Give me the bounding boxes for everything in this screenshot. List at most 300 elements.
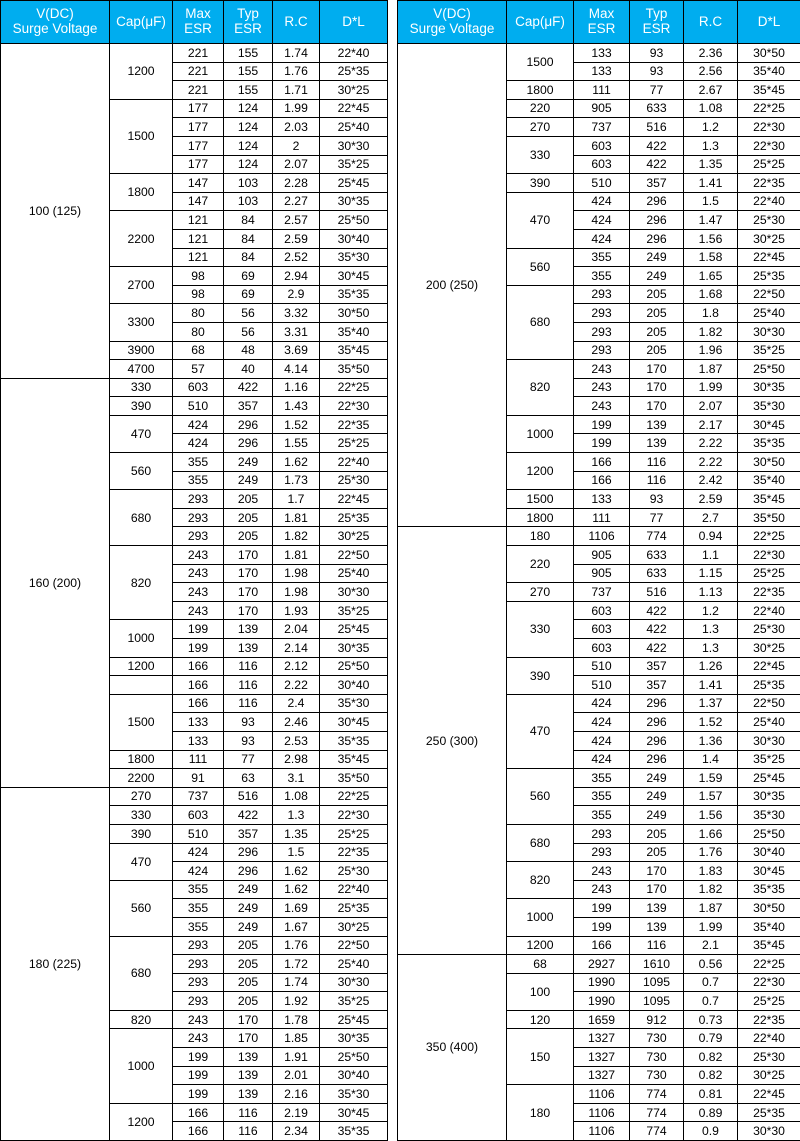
typ-esr-cell: 116 bbox=[630, 936, 684, 955]
header-max-esr: Max ESR bbox=[173, 1, 224, 44]
rc-cell: 1.76 bbox=[684, 843, 738, 862]
dl-cell: 25*40 bbox=[738, 713, 800, 732]
rc-cell: 1.3 bbox=[273, 806, 320, 825]
typ-esr-cell: 124 bbox=[224, 99, 273, 118]
capacitance-cell: 1500 bbox=[507, 44, 574, 81]
rc-cell: 1.43 bbox=[273, 397, 320, 416]
dl-cell: 30*50 bbox=[738, 453, 800, 472]
max-esr-cell: 243 bbox=[574, 862, 630, 881]
typ-esr-cell: 422 bbox=[224, 378, 273, 397]
capacitance-cell: 2200 bbox=[110, 769, 173, 788]
dl-cell: 30*45 bbox=[320, 267, 388, 286]
max-esr-cell: 737 bbox=[574, 118, 630, 137]
max-esr-cell: 243 bbox=[173, 601, 224, 620]
capacitance-cell: 330 bbox=[110, 378, 173, 397]
typ-esr-cell: 296 bbox=[630, 192, 684, 211]
rc-cell: 1.08 bbox=[273, 787, 320, 806]
typ-esr-cell: 249 bbox=[630, 267, 684, 286]
rc-cell: 2.17 bbox=[684, 415, 738, 434]
rc-cell: 1.87 bbox=[684, 360, 738, 379]
dl-cell: 25*30 bbox=[320, 471, 388, 490]
dl-cell: 30*35 bbox=[320, 639, 388, 658]
dl-cell: 22*45 bbox=[738, 657, 800, 676]
dl-cell: 35*25 bbox=[738, 341, 800, 360]
max-esr-cell: 243 bbox=[574, 880, 630, 899]
max-esr-cell: 603 bbox=[173, 378, 224, 397]
typ-esr-cell: 296 bbox=[224, 843, 273, 862]
typ-esr-cell: 170 bbox=[224, 564, 273, 583]
typ-esr-cell: 69 bbox=[224, 267, 273, 286]
typ-esr-cell: 249 bbox=[630, 769, 684, 788]
max-esr-cell: 111 bbox=[173, 750, 224, 769]
max-esr-cell: 603 bbox=[173, 806, 224, 825]
typ-esr-cell: 170 bbox=[630, 862, 684, 881]
rc-cell: 1.16 bbox=[273, 378, 320, 397]
dl-cell: 25*25 bbox=[738, 992, 800, 1011]
dl-cell: 30*25 bbox=[738, 1066, 800, 1085]
typ-esr-cell: 730 bbox=[630, 1048, 684, 1067]
max-esr-cell: 424 bbox=[173, 843, 224, 862]
max-esr-cell: 177 bbox=[173, 99, 224, 118]
max-esr-cell: 424 bbox=[173, 415, 224, 434]
max-esr-cell: 293 bbox=[574, 824, 630, 843]
rc-cell: 2.07 bbox=[684, 397, 738, 416]
header-typ-esr: Typ ESR bbox=[630, 1, 684, 44]
dl-cell: 22*25 bbox=[320, 787, 388, 806]
max-esr-cell: 177 bbox=[173, 136, 224, 155]
typ-esr-cell: 296 bbox=[630, 694, 684, 713]
typ-esr-cell: 205 bbox=[224, 992, 273, 1011]
max-esr-cell: 98 bbox=[173, 267, 224, 286]
max-esr-cell: 905 bbox=[574, 564, 630, 583]
rc-cell: 2.28 bbox=[273, 174, 320, 193]
max-esr-cell: 243 bbox=[173, 1010, 224, 1029]
typ-esr-cell: 422 bbox=[630, 601, 684, 620]
capacitance-cell: 470 bbox=[507, 192, 574, 248]
dl-cell: 35*30 bbox=[320, 1085, 388, 1104]
voltage-cell: 250 (300) bbox=[398, 527, 507, 955]
rc-cell: 1.82 bbox=[684, 322, 738, 341]
dl-cell: 22*40 bbox=[320, 453, 388, 472]
typ-esr-cell: 422 bbox=[224, 806, 273, 825]
typ-esr-cell: 170 bbox=[224, 1010, 273, 1029]
max-esr-cell: 68 bbox=[173, 341, 224, 360]
max-esr-cell: 221 bbox=[173, 62, 224, 81]
dl-cell: 35*25 bbox=[320, 601, 388, 620]
capacitance-cell: 3300 bbox=[110, 304, 173, 341]
capacitance-cell: 1200 bbox=[507, 453, 574, 490]
typ-esr-cell: 249 bbox=[224, 917, 273, 936]
rc-cell: 4.14 bbox=[273, 360, 320, 379]
dl-cell: 25*30 bbox=[738, 620, 800, 639]
typ-esr-cell: 205 bbox=[224, 508, 273, 527]
max-esr-cell: 177 bbox=[173, 155, 224, 174]
rc-cell: 0.56 bbox=[684, 955, 738, 974]
typ-esr-cell: 205 bbox=[630, 322, 684, 341]
rc-cell: 1.65 bbox=[684, 267, 738, 286]
typ-esr-cell: 249 bbox=[630, 806, 684, 825]
dl-cell: 25*40 bbox=[320, 955, 388, 974]
capacitance-cell: 220 bbox=[507, 99, 574, 118]
rc-cell: 1.87 bbox=[684, 899, 738, 918]
dl-cell: 22*40 bbox=[738, 601, 800, 620]
dl-cell: 30*30 bbox=[320, 583, 388, 602]
dl-cell: 25*25 bbox=[320, 824, 388, 843]
dl-cell: 30*50 bbox=[320, 304, 388, 323]
rc-cell: 1.69 bbox=[273, 899, 320, 918]
dl-cell: 25*45 bbox=[320, 174, 388, 193]
capacitance-cell: 560 bbox=[507, 248, 574, 285]
max-esr-cell: 293 bbox=[173, 490, 224, 509]
typ-esr-cell: 155 bbox=[224, 81, 273, 100]
max-esr-cell: 91 bbox=[173, 769, 224, 788]
dl-cell: 30*45 bbox=[320, 713, 388, 732]
rc-cell: 1.81 bbox=[273, 508, 320, 527]
rc-cell: 1.68 bbox=[684, 285, 738, 304]
typ-esr-cell: 205 bbox=[630, 304, 684, 323]
max-esr-cell: 1327 bbox=[574, 1029, 630, 1048]
typ-esr-cell: 357 bbox=[630, 174, 684, 193]
dl-cell: 25*40 bbox=[320, 564, 388, 583]
rc-cell: 2.03 bbox=[273, 118, 320, 137]
dl-cell: 22*40 bbox=[320, 44, 388, 63]
max-esr-cell: 166 bbox=[574, 936, 630, 955]
header-capacitance: Cap(μF) bbox=[507, 1, 574, 44]
typ-esr-cell: 116 bbox=[224, 676, 273, 695]
dl-cell: 25*35 bbox=[320, 899, 388, 918]
rc-cell: 1.41 bbox=[684, 174, 738, 193]
rc-cell: 1.47 bbox=[684, 211, 738, 230]
max-esr-cell: 905 bbox=[574, 99, 630, 118]
max-esr-cell: 133 bbox=[574, 490, 630, 509]
dl-cell: 35*35 bbox=[320, 1122, 388, 1141]
capacitance-cell: 220 bbox=[507, 546, 574, 583]
dl-cell: 35*30 bbox=[738, 397, 800, 416]
typ-esr-cell: 170 bbox=[630, 360, 684, 379]
typ-esr-cell: 730 bbox=[630, 1029, 684, 1048]
dl-cell: 22*50 bbox=[320, 546, 388, 565]
rc-cell: 1.74 bbox=[273, 973, 320, 992]
dl-cell: 30*45 bbox=[320, 1103, 388, 1122]
max-esr-cell: 243 bbox=[173, 583, 224, 602]
typ-esr-cell: 205 bbox=[630, 843, 684, 862]
typ-esr-cell: 357 bbox=[630, 657, 684, 676]
max-esr-cell: 424 bbox=[574, 192, 630, 211]
rc-cell: 2.53 bbox=[273, 731, 320, 750]
typ-esr-cell: 170 bbox=[224, 583, 273, 602]
typ-esr-cell: 422 bbox=[630, 639, 684, 658]
max-esr-cell: 355 bbox=[173, 880, 224, 899]
max-esr-cell: 1106 bbox=[574, 1122, 630, 1141]
max-esr-cell: 221 bbox=[173, 44, 224, 63]
capacitance-cell: 68 bbox=[507, 955, 574, 974]
typ-esr-cell: 516 bbox=[224, 787, 273, 806]
typ-esr-cell: 205 bbox=[630, 341, 684, 360]
max-esr-cell: 293 bbox=[574, 843, 630, 862]
rc-cell: 0.7 bbox=[684, 973, 738, 992]
dl-cell: 30*25 bbox=[320, 81, 388, 100]
header-voltage: V(DC) Surge Voltage bbox=[1, 1, 110, 44]
dl-cell: 22*45 bbox=[738, 248, 800, 267]
rc-cell: 2.14 bbox=[273, 639, 320, 658]
dl-cell: 25*50 bbox=[320, 1048, 388, 1067]
capacitance-cell: 1500 bbox=[110, 694, 173, 750]
header-rc: R.C bbox=[273, 1, 320, 44]
typ-esr-cell: 155 bbox=[224, 62, 273, 81]
dl-cell: 30*40 bbox=[738, 843, 800, 862]
rc-cell: 1.99 bbox=[273, 99, 320, 118]
max-esr-cell: 133 bbox=[574, 62, 630, 81]
max-esr-cell: 111 bbox=[574, 508, 630, 527]
rc-cell: 1.98 bbox=[273, 583, 320, 602]
typ-esr-cell: 1610 bbox=[630, 955, 684, 974]
max-esr-cell: 121 bbox=[173, 229, 224, 248]
voltage-cell: 180 (225) bbox=[1, 787, 110, 1140]
rc-cell: 2.98 bbox=[273, 750, 320, 769]
typ-esr-cell: 93 bbox=[630, 490, 684, 509]
capacitance-cell: 680 bbox=[110, 490, 173, 546]
rc-cell: 1.57 bbox=[684, 787, 738, 806]
dl-cell: 22*35 bbox=[738, 583, 800, 602]
dl-cell: 25*35 bbox=[738, 1103, 800, 1122]
dl-cell: 35*25 bbox=[320, 992, 388, 1011]
dl-cell: 25*35 bbox=[320, 508, 388, 527]
rc-cell: 1.4 bbox=[684, 750, 738, 769]
rc-cell: 1.85 bbox=[273, 1029, 320, 1048]
max-esr-cell: 355 bbox=[173, 899, 224, 918]
max-esr-cell: 355 bbox=[574, 806, 630, 825]
max-esr-cell: 147 bbox=[173, 174, 224, 193]
rc-cell: 2 bbox=[273, 136, 320, 155]
rc-cell: 1.76 bbox=[273, 62, 320, 81]
max-esr-cell: 80 bbox=[173, 304, 224, 323]
typ-esr-cell: 357 bbox=[630, 676, 684, 695]
typ-esr-cell: 296 bbox=[630, 750, 684, 769]
typ-esr-cell: 93 bbox=[224, 731, 273, 750]
voltage-cell: 350 (400) bbox=[398, 955, 507, 1141]
dl-cell: 35*50 bbox=[320, 360, 388, 379]
dl-cell: 25*50 bbox=[738, 360, 800, 379]
table-row bbox=[398, 44, 800, 63]
max-esr-cell: 166 bbox=[173, 1122, 224, 1141]
capacitance-cell: 2200 bbox=[110, 211, 173, 267]
dl-cell: 35*25 bbox=[738, 750, 800, 769]
dl-cell: 22*30 bbox=[320, 397, 388, 416]
max-esr-cell: 221 bbox=[173, 81, 224, 100]
rc-cell: 2.07 bbox=[273, 155, 320, 174]
typ-esr-cell: 116 bbox=[224, 1122, 273, 1141]
typ-esr-cell: 116 bbox=[224, 694, 273, 713]
max-esr-cell: 1106 bbox=[574, 1085, 630, 1104]
capacitance-cell: 180 bbox=[507, 527, 574, 546]
capacitance-cell: 390 bbox=[110, 397, 173, 416]
dl-cell: 30*35 bbox=[738, 787, 800, 806]
capacitance-cell: 100 bbox=[507, 973, 574, 1010]
dl-cell: 22*30 bbox=[738, 136, 800, 155]
table-row bbox=[398, 527, 800, 546]
rc-cell: 3.1 bbox=[273, 769, 320, 788]
rc-cell: 2.94 bbox=[273, 267, 320, 286]
table-row bbox=[398, 955, 800, 974]
typ-esr-cell: 139 bbox=[630, 899, 684, 918]
rc-cell: 1.3 bbox=[684, 620, 738, 639]
typ-esr-cell: 249 bbox=[630, 248, 684, 267]
typ-esr-cell: 84 bbox=[224, 248, 273, 267]
max-esr-cell: 166 bbox=[574, 471, 630, 490]
typ-esr-cell: 296 bbox=[224, 862, 273, 881]
typ-esr-cell: 93 bbox=[224, 713, 273, 732]
header-rc: R.C bbox=[684, 1, 738, 44]
capacitance-cell: 3900 bbox=[110, 341, 173, 360]
typ-esr-cell: 422 bbox=[630, 155, 684, 174]
max-esr-cell: 199 bbox=[173, 620, 224, 639]
rc-cell: 2.59 bbox=[273, 229, 320, 248]
capacitance-cell: 2700 bbox=[110, 267, 173, 304]
dl-cell: 25*35 bbox=[320, 62, 388, 81]
rc-cell: 2.59 bbox=[684, 490, 738, 509]
rc-cell: 1.96 bbox=[684, 341, 738, 360]
max-esr-cell: 199 bbox=[574, 415, 630, 434]
dl-cell: 22*40 bbox=[738, 192, 800, 211]
typ-esr-cell: 56 bbox=[224, 322, 273, 341]
typ-esr-cell: 205 bbox=[224, 936, 273, 955]
dl-cell: 22*30 bbox=[320, 806, 388, 825]
header-row bbox=[1, 1, 388, 44]
rc-cell: 1.36 bbox=[684, 731, 738, 750]
capacitance-cell: 1500 bbox=[507, 490, 574, 509]
header-dl: D*L bbox=[320, 1, 388, 44]
typ-esr-cell: 422 bbox=[630, 620, 684, 639]
rc-cell: 1.74 bbox=[273, 44, 320, 63]
dl-cell: 30*30 bbox=[320, 973, 388, 992]
typ-esr-cell: 422 bbox=[630, 136, 684, 155]
dl-cell: 22*45 bbox=[738, 1085, 800, 1104]
dl-cell: 30*30 bbox=[738, 1122, 800, 1141]
dl-cell: 35*40 bbox=[738, 62, 800, 81]
capacitance-cell: 470 bbox=[110, 415, 173, 452]
rc-cell: 2.27 bbox=[273, 192, 320, 211]
max-esr-cell: 111 bbox=[574, 81, 630, 100]
rc-cell: 1.52 bbox=[684, 713, 738, 732]
max-esr-cell: 355 bbox=[574, 267, 630, 286]
typ-esr-cell: 296 bbox=[630, 731, 684, 750]
typ-esr-cell: 116 bbox=[630, 471, 684, 490]
typ-esr-cell: 774 bbox=[630, 1122, 684, 1141]
typ-esr-cell: 249 bbox=[224, 899, 273, 918]
dl-cell: 30*25 bbox=[738, 229, 800, 248]
dl-cell: 22*45 bbox=[320, 99, 388, 118]
table-row bbox=[1, 378, 388, 397]
typ-esr-cell: 249 bbox=[224, 453, 273, 472]
rc-cell: 2.19 bbox=[273, 1103, 320, 1122]
rc-cell: 2.36 bbox=[684, 44, 738, 63]
typ-esr-cell: 205 bbox=[630, 824, 684, 843]
dl-cell: 25*45 bbox=[320, 1010, 388, 1029]
rc-cell: 1.83 bbox=[684, 862, 738, 881]
dl-cell: 22*25 bbox=[738, 527, 800, 546]
rc-cell: 2.67 bbox=[684, 81, 738, 100]
rc-cell: 2.46 bbox=[273, 713, 320, 732]
typ-esr-cell: 63 bbox=[224, 769, 273, 788]
max-esr-cell: 510 bbox=[574, 676, 630, 695]
max-esr-cell: 355 bbox=[173, 453, 224, 472]
capacitance-cell: 820 bbox=[507, 862, 574, 899]
max-esr-cell: 355 bbox=[173, 471, 224, 490]
dl-cell: 35*40 bbox=[738, 471, 800, 490]
max-esr-cell: 510 bbox=[173, 397, 224, 416]
max-esr-cell: 603 bbox=[574, 136, 630, 155]
typ-esr-cell: 93 bbox=[630, 44, 684, 63]
rc-cell: 1.72 bbox=[273, 955, 320, 974]
dl-cell: 35*30 bbox=[320, 248, 388, 267]
dl-cell: 22*35 bbox=[738, 1010, 800, 1029]
capacitance-cell: 1200 bbox=[110, 44, 173, 100]
max-esr-cell: 424 bbox=[574, 713, 630, 732]
dl-cell: 30*35 bbox=[738, 378, 800, 397]
header-capacitance: Cap(μF) bbox=[110, 1, 173, 44]
rc-cell: 1.76 bbox=[273, 936, 320, 955]
dl-cell: 22*30 bbox=[738, 546, 800, 565]
capacitance-cell: 1000 bbox=[507, 899, 574, 936]
rc-cell: 2.34 bbox=[273, 1122, 320, 1141]
max-esr-cell: 1990 bbox=[574, 973, 630, 992]
typ-esr-cell: 1095 bbox=[630, 973, 684, 992]
dl-cell: 30*40 bbox=[320, 676, 388, 695]
max-esr-cell: 166 bbox=[173, 657, 224, 676]
capacitance-cell: 150 bbox=[507, 1029, 574, 1085]
rc-cell: 2.1 bbox=[684, 936, 738, 955]
dl-cell: 30*50 bbox=[738, 44, 800, 63]
rc-cell: 1.26 bbox=[684, 657, 738, 676]
max-esr-cell: 133 bbox=[173, 713, 224, 732]
typ-esr-cell: 516 bbox=[630, 118, 684, 137]
max-esr-cell: 166 bbox=[173, 676, 224, 695]
typ-esr-cell: 249 bbox=[224, 880, 273, 899]
max-esr-cell: 199 bbox=[173, 1066, 224, 1085]
dl-cell: 35*50 bbox=[738, 508, 800, 527]
dl-cell: 25*25 bbox=[738, 564, 800, 583]
max-esr-cell: 355 bbox=[574, 787, 630, 806]
max-esr-cell: 424 bbox=[574, 750, 630, 769]
rc-cell: 0.79 bbox=[684, 1029, 738, 1048]
capacitance-cell: 1800 bbox=[507, 508, 574, 527]
max-esr-cell: 243 bbox=[574, 397, 630, 416]
max-esr-cell: 1106 bbox=[574, 1103, 630, 1122]
dl-cell: 25*25 bbox=[320, 434, 388, 453]
capacitance-cell: 1800 bbox=[110, 174, 173, 211]
max-esr-cell: 510 bbox=[574, 657, 630, 676]
dl-cell: 30*25 bbox=[320, 527, 388, 546]
rc-cell: 1.62 bbox=[273, 880, 320, 899]
capacitance-cell: 180 bbox=[507, 1085, 574, 1141]
rc-cell: 1.92 bbox=[273, 992, 320, 1011]
max-esr-cell: 199 bbox=[574, 899, 630, 918]
dl-cell: 30*40 bbox=[320, 1066, 388, 1085]
dl-cell: 22*40 bbox=[738, 1029, 800, 1048]
dl-cell: 35*40 bbox=[738, 917, 800, 936]
typ-esr-cell: 155 bbox=[224, 44, 273, 63]
typ-esr-cell: 633 bbox=[630, 546, 684, 565]
dl-cell: 25*30 bbox=[738, 211, 800, 230]
dl-cell: 25*50 bbox=[320, 211, 388, 230]
typ-esr-cell: 170 bbox=[630, 880, 684, 899]
rc-cell: 1.56 bbox=[684, 229, 738, 248]
typ-esr-cell: 205 bbox=[224, 973, 273, 992]
dl-cell: 35*45 bbox=[738, 81, 800, 100]
rc-cell: 1.78 bbox=[273, 1010, 320, 1029]
typ-esr-cell: 296 bbox=[630, 229, 684, 248]
typ-esr-cell: 84 bbox=[224, 211, 273, 230]
